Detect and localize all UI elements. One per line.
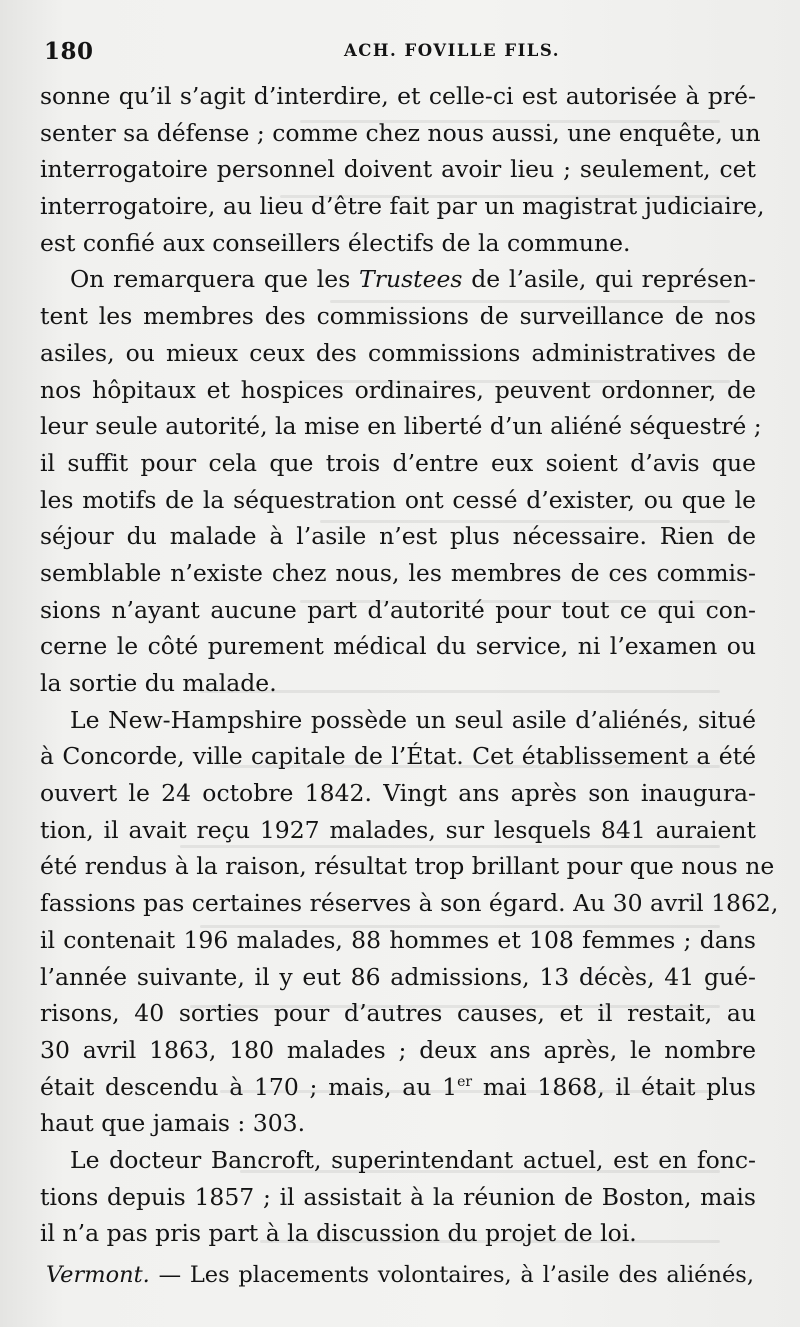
text-line: il suffit pour cela que trois d’entre eux soient d’avis que: [40, 448, 756, 477]
text-run: — Les placements volontaires, à l’asile des aliénés,: [149, 1262, 754, 1288]
text-line: [40, 261, 756, 298]
page-header: [44, 38, 756, 68]
text-line: Le docteur Bancroft, superintendant actuel, est en fonc-: [70, 1145, 756, 1174]
text-line: tent les membres des commissions de surveillance de nos: [40, 302, 756, 331]
text-line: les motifs de la séquestration ont cessé d’exister, ou que le: [40, 485, 756, 514]
text-run: était descendu à 170 ; mais, au 1: [40, 1072, 458, 1101]
text-line: à Concorde, ville capitale de l’État. Cet établissement a été: [40, 742, 756, 771]
paragraph-4: [40, 1142, 756, 1252]
text-line: été rendus à la raison, résultat trop brillant pour que nous ne: [40, 852, 775, 881]
text-line: haut que jamais : 303.: [40, 1109, 306, 1138]
text-line: [40, 1069, 756, 1106]
section-lead: Vermont.: [46, 1262, 150, 1288]
running-head: ACH. FOVILLE FILS.: [344, 41, 560, 60]
text-line: sonne qu’il s’agit d’interdire, et celle-ci est autorisée à pré-: [40, 82, 756, 110]
text-run: On remarquera que les: [70, 265, 360, 294]
page-number: 180: [44, 38, 94, 65]
text-line: asiles, ou mieux ceux des commissions administratives de: [40, 338, 756, 367]
text-line: senter sa défense ; comme chez nous aussi, une enquête, un: [40, 118, 761, 147]
text-line: cerne le côté purement médical du service, ni l’examen ou: [40, 632, 756, 661]
text-line: sions n’ayant aucune part d’autorité pour tout ce qui con-: [40, 595, 756, 624]
text-line: est confié aux conseillers électifs de la commune.: [40, 228, 631, 257]
paragraph-2: [40, 261, 762, 701]
text-line: la sortie du malade.: [40, 669, 277, 697]
text-line: il n’a pas pris part à la discussion du projet de loi.: [40, 1219, 637, 1248]
italic-term: Trustees: [359, 265, 463, 294]
body-text: [40, 78, 779, 1252]
ordinal-superscript: er: [457, 1073, 473, 1090]
text-line: fassions pas certaines réserves à son égard. Au 30 avril 1862,: [40, 889, 779, 918]
text-line: semblable n’existe chez nous, les membres de ces commis-: [40, 558, 756, 587]
text-line: tions depuis 1857 ; il assistait à la réunion de Boston, mais: [40, 1182, 756, 1211]
text-line: nos hôpitaux et hospices ordinaires, peuvent ordonner, de: [40, 375, 756, 404]
text-line: il contenait 196 malades, 88 hommes et 108 femmes ; dans: [40, 925, 756, 954]
text-line: Le New-Hampshire possède un seul asile d’aliénés, situé: [70, 705, 756, 734]
text-line: interrogatoire personnel doivent avoir lieu ; seulement, cet: [40, 155, 756, 184]
text-line: leur seule autorité, la mise en liberté d’un aliéné séquestré ;: [40, 412, 762, 441]
paragraph-1: [40, 78, 765, 261]
section-start-vermont: [46, 1258, 754, 1292]
text-line: séjour du malade à l’asile n’est plus nécessaire. Rien de: [40, 522, 756, 551]
text-run: de l’asile, qui représen-: [462, 265, 756, 294]
text-run: mai 1868, il était plus: [472, 1072, 756, 1101]
text-line: l’année suivante, il y eut 86 admissions, 13 décès, 41 gué-: [40, 962, 756, 991]
text-line: ouvert le 24 octobre 1842. Vingt ans après son inaugura-: [40, 779, 756, 808]
text-line: tion, il avait reçu 1927 malades, sur lesquels 841 auraient: [40, 815, 756, 844]
text-line: interrogatoire, au lieu d’être fait par un magistrat judiciaire,: [40, 192, 765, 221]
text-line: 30 avril 1863, 180 malades ; deux ans après, le nombre: [40, 1035, 756, 1064]
text-line: risons, 40 sorties pour d’autres causes, et il restait, au: [40, 999, 756, 1028]
paragraph-3: [40, 702, 779, 1142]
